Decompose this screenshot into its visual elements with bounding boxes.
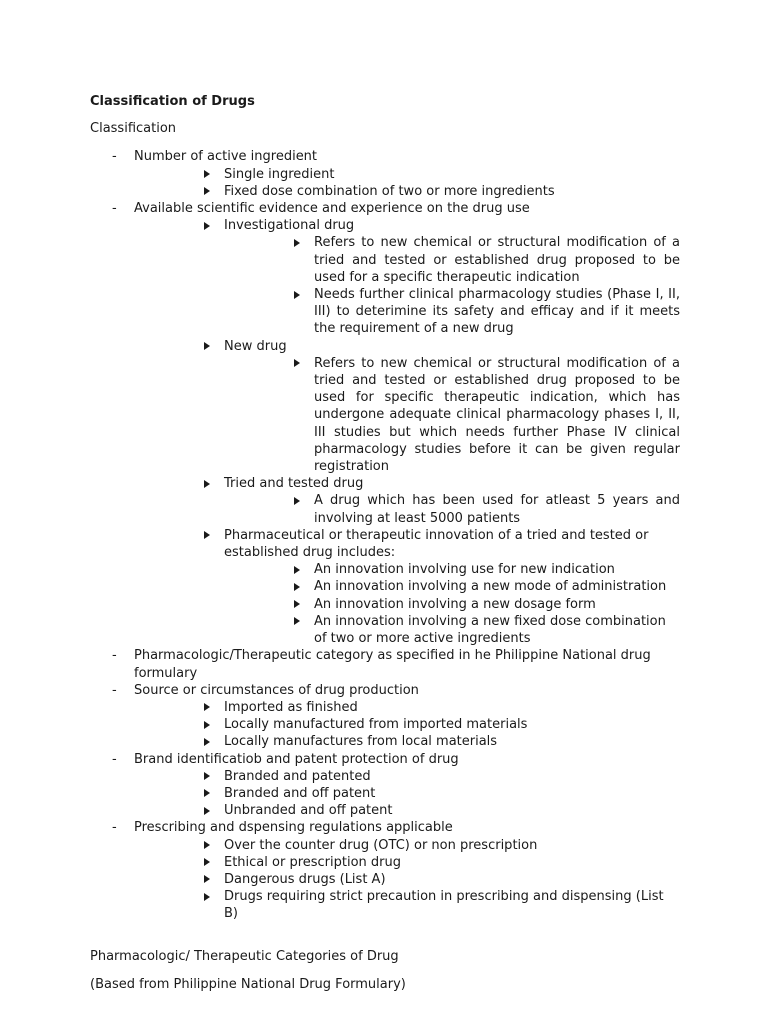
list-item: [268, 286, 680, 338]
list-item: [90, 751, 680, 820]
list-item-label: Drugs requiring strict precaution in prescribing and dispensing (List B): [224, 889, 664, 922]
triangle-bullet-icon: [202, 888, 212, 905]
list-item: [178, 871, 680, 888]
list-item: [178, 785, 680, 802]
list-item-label: Dangerous drugs (List A): [224, 871, 386, 887]
list-item-label: Locally manufactures from local materials: [224, 734, 498, 750]
list-item: [178, 888, 680, 922]
list-item: [178, 768, 680, 785]
list-item-label: Ethical or prescription drug: [224, 854, 402, 870]
list-item-label: Locally manufactured from imported materials: [224, 717, 528, 733]
list-item: [268, 355, 680, 475]
classification-list: [90, 148, 680, 922]
section-heading: Classification: [90, 121, 177, 137]
list-item: [268, 578, 680, 595]
triangle-bullet-icon: [202, 338, 212, 355]
triangle-bullet-icon: [292, 492, 302, 509]
list-item: [178, 837, 680, 854]
footer-heading: Pharmacologic/ Therapeutic Categories of Drug: [90, 948, 399, 964]
list-item: [178, 183, 680, 200]
triangle-bullet-icon: [292, 286, 302, 303]
list-item: [90, 682, 680, 751]
triangle-bullet-icon: [202, 183, 212, 200]
triangle-bullet-icon: [202, 166, 212, 183]
list-item-label: Brand identificatiob and patent protection of drug: [134, 751, 459, 767]
triangle-bullet-icon: [202, 733, 212, 750]
list-item: [90, 647, 680, 681]
triangle-bullet-icon: [202, 716, 212, 733]
triangle-bullet-icon: [292, 561, 302, 578]
list-item: [268, 561, 680, 578]
triangle-bullet-icon: [202, 699, 212, 716]
list-item: [178, 217, 680, 337]
list-item: [90, 819, 680, 922]
list-item: [90, 200, 680, 647]
list-item-text: Refers to new chemical or structural modification of a tried and tested or established drug proposed to be used for a specific therapeutic indication: [314, 235, 680, 285]
triangle-bullet-icon: [202, 768, 212, 785]
footer-note: (Based from Philippine National Drug Formulary): [90, 976, 406, 992]
list-item-label: Imported as finished: [224, 699, 358, 715]
list-item: [178, 802, 680, 819]
list-item-label: New drug: [224, 338, 287, 354]
triangle-bullet-icon: [292, 234, 302, 251]
document-title: Classification of Drugs: [90, 94, 255, 109]
list-item: [178, 733, 680, 750]
list-item: [178, 699, 680, 716]
list-item-label: Unbranded and off patent: [224, 803, 393, 819]
list-item-label: Tried and tested drug: [224, 476, 364, 492]
triangle-bullet-icon: [202, 854, 212, 871]
list-item-label: Available scientific evidence and experience on the drug use: [134, 201, 530, 217]
list-item: [90, 148, 680, 200]
document-content: [90, 93, 680, 993]
list-item-text: Needs further clinical pharmacology studies (Phase I, II, III) to deterimine its safety and efficay and if it meets the requirement of a new drug: [314, 287, 680, 337]
list-item: [268, 596, 680, 613]
list-item-label: Number of active ingredient: [134, 149, 318, 165]
list-item-label: Pharmaceutical or therapeutic innovation of a tried and tested or established drug includes:: [224, 527, 649, 561]
list-item-label: Single ingredient: [224, 166, 335, 182]
list-item: [268, 613, 680, 647]
list-item: [268, 492, 680, 526]
triangle-bullet-icon: [202, 217, 212, 234]
list-item-text: An innovation involving a new fixed dose combination of two or more active ingredients: [314, 613, 666, 647]
list-item: [268, 234, 680, 286]
list-item: [178, 527, 680, 647]
list-item-text: An innovation involving a new dosage form: [314, 596, 596, 612]
triangle-bullet-icon: [202, 475, 212, 492]
list-item-text: Refers to new chemical or structural modification of a tried and tested or established drug proposed to be used for specific therapeutic indication, which has undergone adequate clinical pharmacology phases I, II, III studies but which needs further Phase IV clinical pharmacology studies before it can be given regular registration: [314, 355, 680, 475]
list-item: [178, 475, 680, 527]
list-item: [178, 716, 680, 733]
list-item-label: Prescribing and dspensing regulations applicable: [134, 820, 453, 836]
list-item-label: Investigational drug: [224, 218, 355, 234]
list-item-label: Source or circumstances of drug production: [134, 682, 419, 698]
triangle-bullet-icon: [202, 837, 212, 854]
list-item-label: Over the counter drug (OTC) or non prescription: [224, 837, 538, 853]
list-item-text: An innovation involving a new mode of administration: [314, 579, 667, 595]
triangle-bullet-icon: [292, 596, 302, 613]
list-item-label: Branded and off patent: [224, 785, 376, 801]
list-item: [178, 166, 680, 183]
list-item: [178, 338, 680, 476]
list-item-label: Branded and patented: [224, 768, 371, 784]
list-item: [178, 854, 680, 871]
triangle-bullet-icon: [292, 613, 302, 630]
list-item-text: A drug which has been used for atleast 5 years and involving at least 5000 patients: [314, 493, 680, 526]
triangle-bullet-icon: [292, 355, 302, 372]
triangle-bullet-icon: [292, 578, 302, 595]
triangle-bullet-icon: [202, 802, 212, 819]
triangle-bullet-icon: [202, 871, 212, 888]
list-item-label: Pharmacologic/Therapeutic category as specified in he Philippine National drug formulary: [134, 648, 651, 681]
list-item-text: An innovation involving use for new indication: [314, 562, 615, 578]
triangle-bullet-icon: [202, 527, 212, 544]
triangle-bullet-icon: [202, 785, 212, 802]
list-item-label: Fixed dose combination of two or more ingredients: [224, 183, 555, 199]
